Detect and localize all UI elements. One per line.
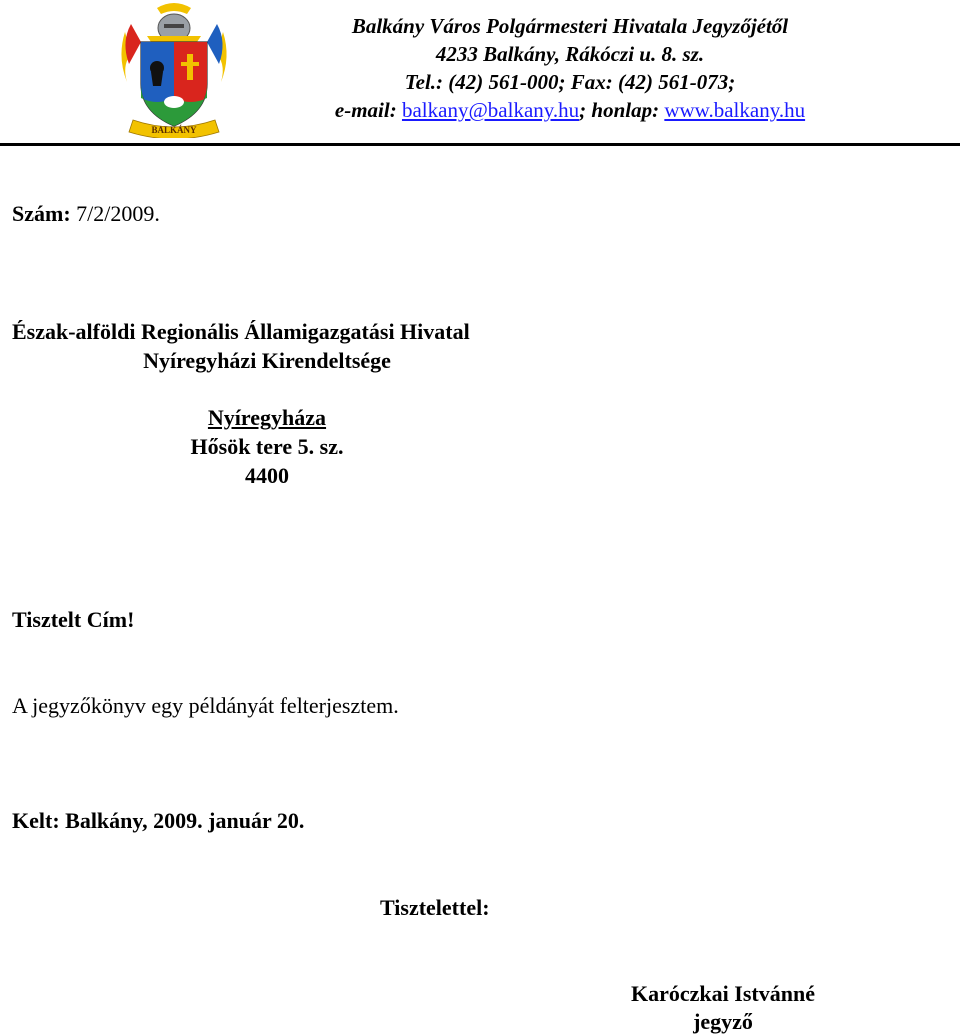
signatory-name: Karóczkai Istvánné xyxy=(631,981,815,1006)
closing: Tisztelettel: xyxy=(380,895,490,920)
letterhead-address: 4233 Balkány, Rákóczi u. 8. sz. xyxy=(435,42,705,66)
reference-number xyxy=(12,200,160,228)
signatory-title: jegyző xyxy=(693,1009,753,1034)
salutation: Tisztelt Cím! xyxy=(12,607,135,632)
crest-ribbon-text: BALKÁNY xyxy=(151,125,197,135)
recipient-zip: 4400 xyxy=(245,463,289,488)
header-divider xyxy=(0,143,960,146)
email-link[interactable]: balkany@balkany.hu xyxy=(401,98,580,122)
letterhead-line-1: Balkány Város Polgármesteri Hivatala Jegyzőjétől xyxy=(351,14,789,38)
email-label: e-mail: xyxy=(334,98,397,122)
homepage-label: honlap: xyxy=(591,98,660,122)
letterhead-contact-line xyxy=(270,96,870,124)
recipient-office: Nyíregyházi Kirendeltsége xyxy=(143,348,391,373)
reference-number-label: Szám: xyxy=(12,201,71,226)
recipient-street: Hősök tere 5. sz. xyxy=(190,434,344,459)
recipient-name: Észak-alföldi Regionális Államigazgatási Hivatal xyxy=(12,319,470,344)
letterhead-phone-fax: Tel.: (42) 561-000; Fax: (42) 561-073; xyxy=(404,70,736,94)
body-text: A jegyzőkönyv egy példányát felterjesztem. xyxy=(12,693,399,718)
reference-number-value: 7/2/2009. xyxy=(76,201,160,226)
homepage-link[interactable]: www.balkany.hu xyxy=(664,98,806,122)
coat-of-arms-logo xyxy=(117,2,231,138)
separator: ; xyxy=(579,98,587,122)
recipient-city: Nyíregyháza xyxy=(207,405,327,430)
date-line: Kelt: Balkány, 2009. január 20. xyxy=(12,808,305,833)
